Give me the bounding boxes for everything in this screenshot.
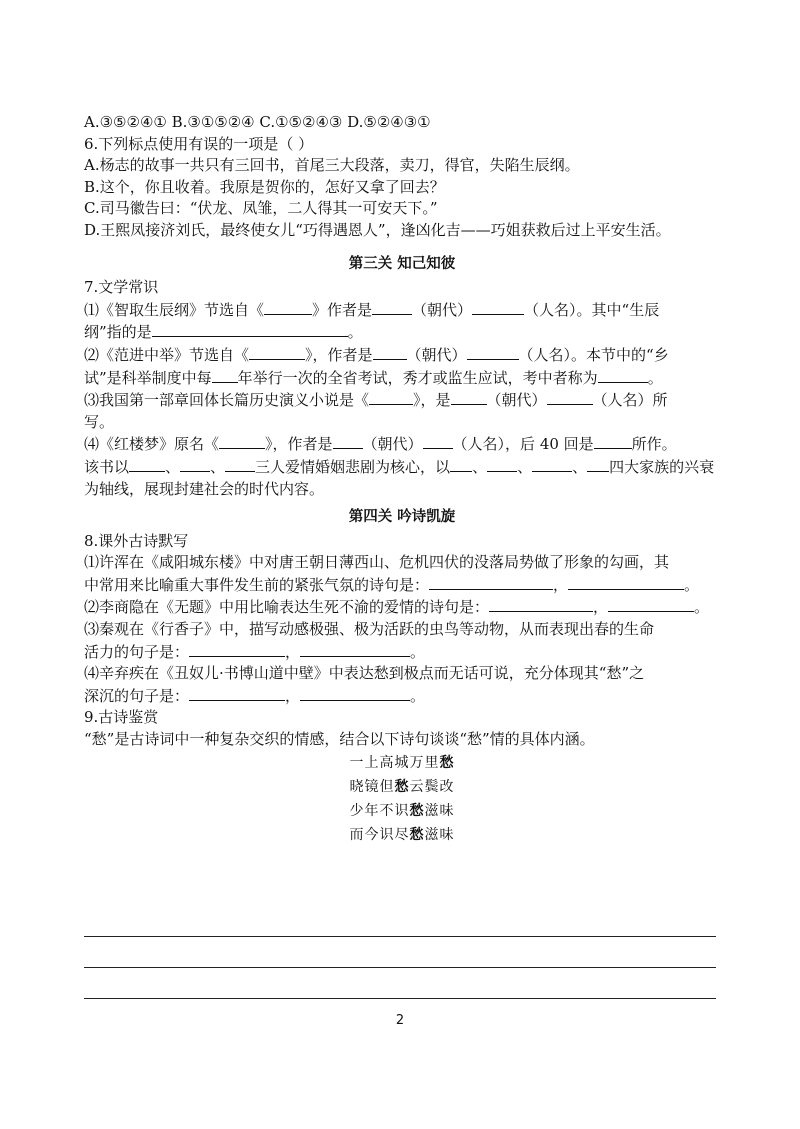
q7-item1-line2: 纲”指的是 。 <box>84 323 363 342</box>
q9-prompt: “愁”是古诗词中一种复杂交织的情感，结合以下诗句谈谈“愁”情的具体内涵。 <box>84 730 595 749</box>
section4-title: 第四关 吟诗凯旋 <box>348 509 456 526</box>
answer-line[interactable] <box>84 967 716 968</box>
q5-options: A.③⑤②④① B.③①⑤②④ C.①⑤②④③ D.⑤②④③① <box>84 113 431 131</box>
answer-blank[interactable] <box>598 367 648 383</box>
q9-title: 9.古诗鉴赏 <box>84 708 159 727</box>
answer-blank[interactable] <box>152 321 348 337</box>
answer-blank[interactable] <box>189 641 285 657</box>
answer-blank[interactable] <box>568 574 684 590</box>
answer-blank[interactable] <box>300 641 410 657</box>
answer-blank[interactable] <box>489 596 593 612</box>
q8-item1-line1: ⑴许浑在《咸阳城东楼》中对唐王朝日薄西山、危机四伏的没落局势做了形象的勾画，其 <box>84 553 670 572</box>
answer-blank[interactable] <box>451 389 487 405</box>
poem-line: 一上高城万里愁 <box>349 754 455 771</box>
q7-item4-line2: 该书以 、 、 三人爱情婚姻悲剧为核心，以 、 、 、 四大家族的兴衰 <box>84 457 715 476</box>
q8-item1-line2: 中常用来比喻重大事件发生前的紧张气氛的诗句是： ， 。 <box>84 575 700 594</box>
answer-blank[interactable] <box>333 433 363 449</box>
answer-blank[interactable] <box>532 456 572 472</box>
q6-option-a: A.杨志的故事一共只有三回书，首尾三大段落，卖刀，得官，失陷生辰纲。 <box>84 156 580 175</box>
answer-blank[interactable] <box>189 685 285 701</box>
answer-blank[interactable] <box>547 389 593 405</box>
answer-blank[interactable] <box>264 299 312 315</box>
answer-blank[interactable] <box>594 433 632 449</box>
q7-item3-line2: 写。 <box>84 412 115 431</box>
page-number: 2 <box>395 1013 405 1028</box>
q7-item3-line1: ⑶我国第一部章回体长篇历史演义小说是《 》，是 （朝代） （人名）所 <box>84 391 668 410</box>
q6-option-d: D.王熙凤接济刘氏，最终使女儿“巧得遇恩人”，逢凶化吉——巧姐获救后过上平安生活。 <box>84 220 671 239</box>
answer-blank[interactable] <box>369 389 413 405</box>
q7-item4-line3: 为轴线，展现封建社会的时代内容。 <box>84 479 325 498</box>
poem-lines <box>84 751 720 847</box>
q7-item4-line1: ⑷《红楼梦》原名《 》，作者是 （朝代） （人名），后 40 回是 所作。 <box>84 435 677 454</box>
q7-item2-line1: ⑵《范进中举》节选自《 》，作者是 （朝代） （人名）。本节中的“乡 <box>84 345 669 364</box>
answer-blank[interactable] <box>225 456 255 472</box>
answer-blank[interactable] <box>467 344 519 360</box>
answer-blank[interactable] <box>372 299 412 315</box>
answer-blank[interactable] <box>180 456 210 472</box>
poem-line: 而今识尽愁滋味 <box>349 826 455 843</box>
answer-blank[interactable] <box>219 433 265 449</box>
poem-line: 少年不识愁滋味 <box>349 802 455 819</box>
q8-item3-line2: 活力的句子是： ， 。 <box>84 642 426 661</box>
answer-blank[interactable] <box>487 456 517 472</box>
exam-page <box>84 112 720 847</box>
q7-item2-line2: 试”是科举制度中每 年举行一次的全省考试，秀才或监生应试，考中者称为 。 <box>84 368 663 387</box>
q6-option-c: C.司马徽告曰：“伏龙、凤雏，二人得其一可安天下。” <box>84 199 438 218</box>
answer-blank[interactable] <box>429 574 553 590</box>
answer-blank[interactable] <box>450 456 472 472</box>
answer-blank[interactable] <box>373 344 407 360</box>
q6-option-b: B.这个，你且收着。我原是贺你的，怎好又拿了回去？ <box>84 177 445 196</box>
section3-title: 第三关 知己知彼 <box>348 255 456 272</box>
answer-blank[interactable] <box>249 344 305 360</box>
answer-line[interactable] <box>84 936 716 937</box>
poem-line: 晓镜但愁云鬓改 <box>349 778 455 795</box>
q8-title: 8.课外古诗默写 <box>84 531 189 550</box>
answer-line[interactable] <box>84 998 716 999</box>
q8-item2: ⑵李商隐在《无题》中用比喻表达生死不渝的爱情的诗句是： ， 。 <box>84 598 710 617</box>
q8-item3-line1: ⑶秦观在《行香子》中，描写动感极强、极为活跃的虫鸟等动物，从而表现出春的生命 <box>84 620 655 639</box>
answer-blank[interactable] <box>587 456 609 472</box>
q6-stem: 6.下列标点使用有误的一项是（ ） <box>84 134 314 153</box>
answer-blank[interactable] <box>300 685 410 701</box>
answer-blank[interactable] <box>472 299 524 315</box>
answer-blank[interactable] <box>423 433 453 449</box>
q7-item1-line1: ⑴《智取生辰纲》节选自《 》作者是 （朝代） （人名）。其中“生辰 <box>84 300 660 319</box>
answer-blank[interactable] <box>608 596 694 612</box>
answer-blank[interactable] <box>129 456 165 472</box>
q7-title: 7.文学常识 <box>84 278 159 297</box>
q8-item4-line2: 深沉的句子是： ， 。 <box>84 686 426 705</box>
answer-blank[interactable] <box>212 367 238 383</box>
q8-item4-line1: ⑷辛弃疾在《丑奴儿·书博山道中壁》中表达愁到极点而无话可说，充分体现其“愁”之 <box>84 664 645 683</box>
